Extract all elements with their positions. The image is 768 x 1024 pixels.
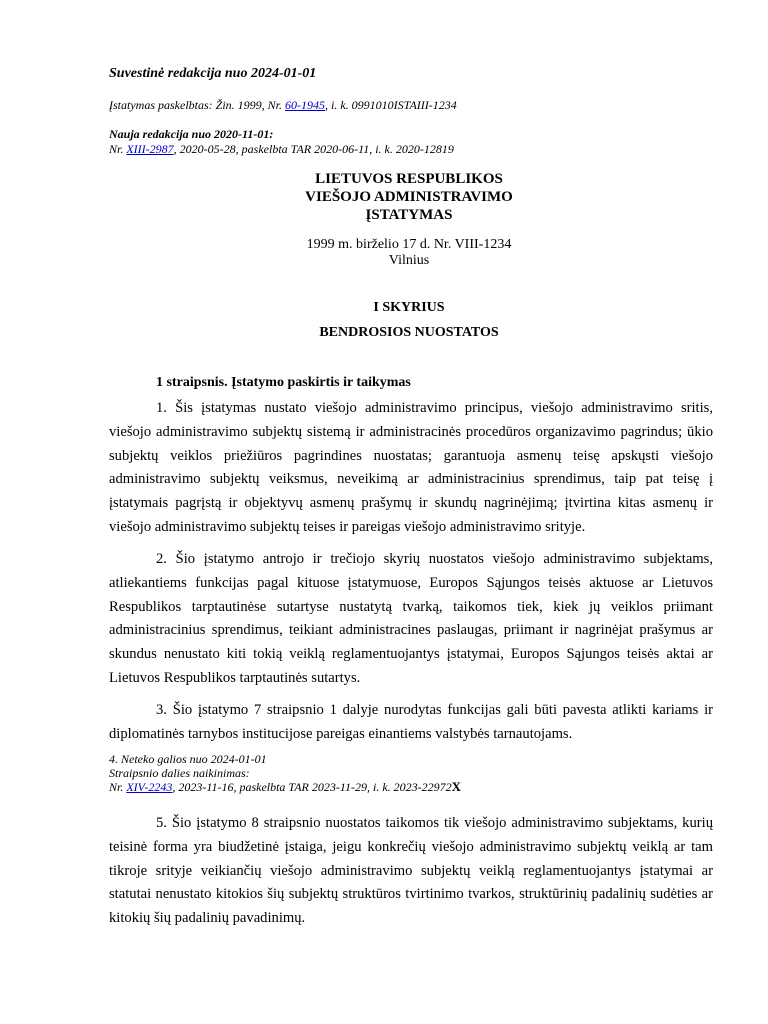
repeal-note-line-2: Straipsnio dalies naikinimas: — [109, 765, 250, 780]
repeal-note-prefix: Nr. — [109, 780, 127, 794]
law-date: 1999 m. birželio 17 d. Nr. VIII-1234 — [306, 237, 512, 252]
article-paragraph-1: 1. Šis įstatymas nustato viešojo administravimo principus, viešojo administravimo sritis, viešojo administravimo subjektų sistemą ir administracinės procedūros organizavimo pagrindus; ūkio subjektų veiklos priežiūros pagrindines nuostatas; garantuoja asmenų teisę apskųsti viešojo administravimo subjektų veiksmus, neveikimą ar administracinius sprendimus, taip pat teisę į įstatymais pagrįstą ir objektyvų asmenų prašymų ir skundų nagrinėjimą; įtvirtina kitas asmenų ir viešojo administravimo subjektų teises ir pareigas viešojo administravimo srityje. — [109, 400, 713, 535]
law-title-line-2: VIEŠOJO ADMINISTRAVIMO — [305, 189, 513, 205]
publication-link[interactable]: 60-1945 — [285, 98, 326, 112]
law-date-block — [0, 237, 768, 269]
repeal-link[interactable]: XIV-2243 — [126, 780, 173, 794]
new-version-note — [109, 127, 454, 157]
new-version-link[interactable]: XIII-2987 — [126, 142, 174, 156]
chapter-number — [0, 300, 768, 316]
repeal-note-line-1: 4. Neteko galios nuo 2024-01-01 — [109, 752, 267, 766]
article-title: 1 straipsnis. Įstatymo paskirtis ir taikymas — [156, 375, 411, 390]
publication-note-prefix: Įstatymas paskelbtas: Žin. 1999, Nr. — [109, 98, 286, 112]
publication-note — [109, 98, 457, 113]
new-version-suffix: , 2020-05-28, paskelbta TAR 2020-06-11, i. k. 2020-12819 — [173, 142, 454, 156]
law-title-line-3: ĮSTATYMAS — [365, 207, 453, 223]
article-paragraph-5: 5. Šio įstatymo 8 straipsnio nuostatos taikomos tik viešojo administravimo subjektams, kurių teisinė forma yra biudžetinė įstaiga, jeigu konkrečių viešojo administravimo subjektų veiklą ar tam tikroje srityje veikiančių viešojo administravimo subjektų veiklą reglamentuojantys įstatymai ar statutai nenustato kitokios šių subjektų struktūros tvirtinimo tvarkos, struktūrinių padalinių sudėties ar kitokių šių padalinių pavadinimų. — [109, 815, 713, 927]
consolidated-version-heading: Suvestinė redakcija nuo 2024-01-01 — [109, 66, 317, 81]
new-version-heading: Nauja redakcija nuo 2020-11-01: — [109, 127, 274, 141]
law-title — [0, 170, 768, 224]
chapter-name — [0, 325, 768, 341]
repeal-note — [109, 753, 461, 795]
publication-note-suffix: , i. k. 0991010ISTAIII-1234 — [325, 98, 457, 112]
law-title-line-1: LIETUVOS RESPUBLIKOS — [315, 171, 503, 187]
new-version-prefix: Nr. — [109, 142, 127, 156]
article-paragraph-2: 2. Šio įstatymo antrojo ir trečiojo skyrių nuostatos viešojo administravimo subjektams, atliekantiems funkcijas pagal kituose įstatymuose, Europos Sąjungos teisės aktuose ar Lietuvos Respublikos tarptautinėse sutartyse nustatytą tvarką, taikomos tiek, kiek jų veiklos priimant administracinius sprendimus, teikiant administracines paslaugas, priimant ir nagrinėjat prašymus ar skundus nenustato kiti tokią veiklą reglamentuojantys įstatymai, Europos Sąjungos teisės aktai ar Lietuvos Respublikos tarptautinės sutartys. — [109, 551, 713, 686]
article-paragraph-3: 3. Šio įstatymo 7 straipsnio 1 dalyje nurodytas funkcijas gali būti pavesta atlikti kariams ir diplomatinės tarnybos institucijose pareigas einantiems valstybės tarnautojams. — [109, 702, 713, 742]
repeal-note-mark: X — [451, 779, 462, 794]
law-place: Vilnius — [388, 253, 430, 268]
new-version-detail — [109, 142, 454, 157]
repeal-note-line-3 — [109, 780, 461, 795]
chapter-number-text: I SKYRIUS — [373, 300, 445, 315]
chapter-name-text: BENDROSIOS NUOSTATOS — [319, 325, 499, 340]
repeal-note-suffix: , 2023-11-16, paskelbta TAR 2023-11-29, i. k. 2023-22972 — [172, 780, 452, 794]
